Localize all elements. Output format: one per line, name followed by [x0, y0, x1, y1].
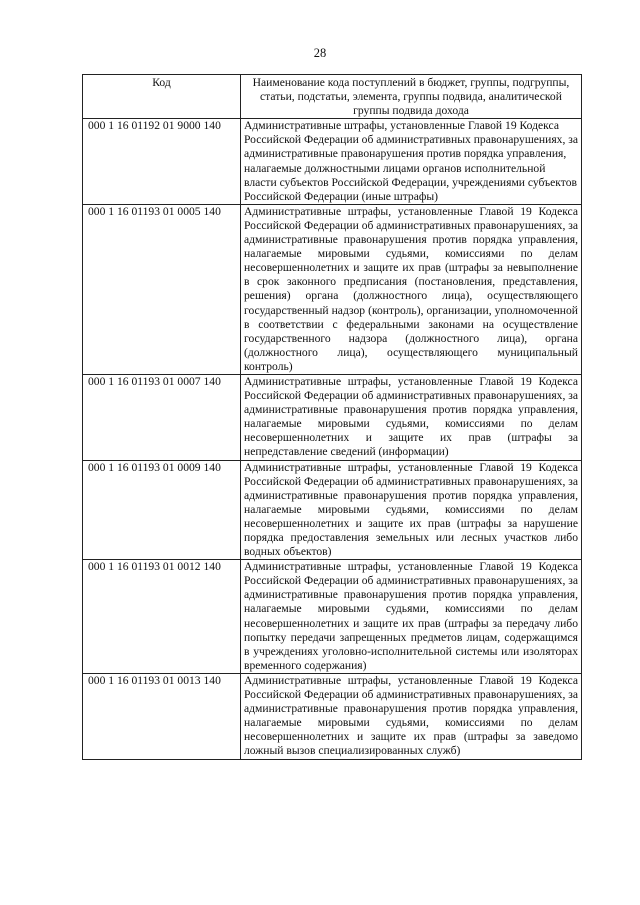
row-code: 000 1 16 01193 01 0005 140: [83, 204, 241, 374]
row-code: 000 1 16 01193 01 0007 140: [83, 374, 241, 460]
row-name: Административные штрафы, установленные Главой 19 Кодекса Российской Федерации об административных правонарушениях, за административные правонарушения против порядка управления, налагаемые мировыми судьями, комиссиями по делам несовершеннолетних и защите их прав (штрафы за нарушение порядка предоставления земельных или лесных участков либо водных объектов): [241, 460, 582, 560]
row-name: Административные штрафы, установленные Главой 19 Кодекса Российской Федерации об административных правонарушениях, за административные правонарушения против порядка управления, налагаемые мировыми судьями, комиссиями по делам несовершеннолетних и защите их прав (штрафы за невыполнение в срок законного предписания (постановления, представления, решения) органа (должностного лица), осуществляющего государственный надзор (контроль), организации, уполномоченной в соответствии с федеральными законами на осуществление государственного надзора (должностного лица), органа (должностного лица), осуществляющего муниципальный контроль): [241, 204, 582, 374]
row-code: 000 1 16 01192 01 9000 140: [83, 119, 241, 205]
row-name: Административные штрафы, установленные Главой 19 Кодекса Российской Федерации об административных правонарушениях, за административные правонарушения против порядка управления, налагаемые мировыми судьями, комиссиями по делам несовершеннолетних и защите их прав (штрафы за передачу либо попытку передачи запрещенных предметов лицам, содержащимся в учреждениях уголовно-исполнительной системы или изоляторах временного содержания): [241, 560, 582, 674]
table-row: [83, 374, 582, 460]
header-name: Наименование кода поступлений в бюджет, группы, подгруппы, статьи, подстатьи, элемента, группы подвида, аналитической группы подвида дохода: [241, 75, 582, 119]
page-number: 28: [313, 46, 327, 60]
row-code: 000 1 16 01193 01 0009 140: [83, 460, 241, 560]
income-codes-table: [82, 74, 582, 760]
table-row: [83, 119, 582, 205]
table-row: [83, 460, 582, 560]
row-code: 000 1 16 01193 01 0013 140: [83, 673, 241, 759]
header-code: Код: [83, 75, 241, 119]
row-name: Административные штрафы, установленные Главой 19 Кодекса Российской Федерации об административных правонарушениях, за административные правонарушения против порядка управления, налагаемые должностными лицами органов исполнительной власти субъектов Российской Федерации, учреждениями субъектов Российской Федерации (иные штрафы): [241, 119, 582, 205]
table-row: [83, 560, 582, 674]
row-code: 000 1 16 01193 01 0012 140: [83, 560, 241, 674]
table-header-row: [83, 75, 582, 119]
row-name: Административные штрафы, установленные Главой 19 Кодекса Российской Федерации об административных правонарушениях, за административные правонарушения против порядка управления, налагаемые мировыми судьями, комиссиями по делам несовершеннолетних и защите их прав (штрафы за непредставление сведений (информации): [241, 374, 582, 460]
table-row: [83, 673, 582, 759]
table-row: [83, 204, 582, 374]
row-name: Административные штрафы, установленные Главой 19 Кодекса Российской Федерации об административных правонарушениях, за административные правонарушения против порядка управления, налагаемые мировыми судьями, комиссиями по делам несовершеннолетних и защите их прав (штрафы за заведомо ложный вызов специализированных служб): [241, 673, 582, 759]
